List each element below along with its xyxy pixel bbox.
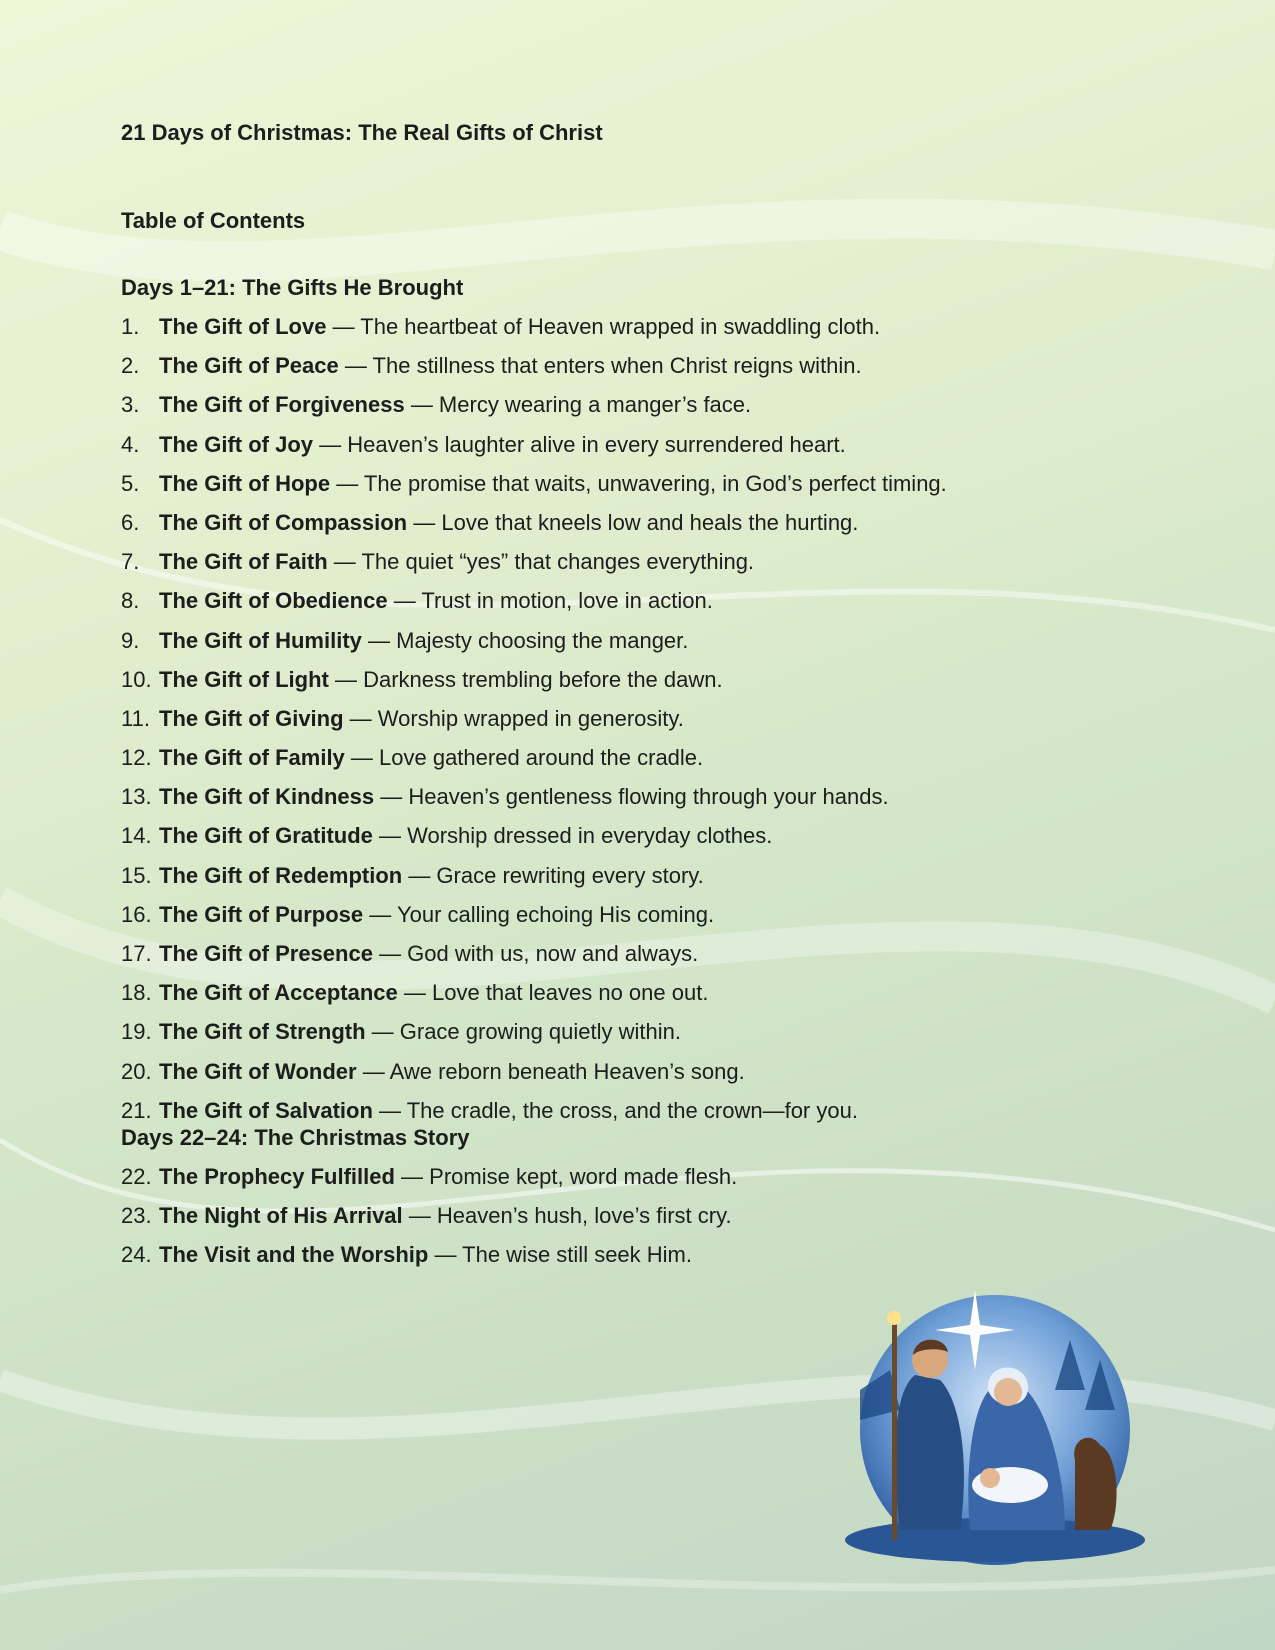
toc-item[interactable] xyxy=(121,821,947,860)
toc-item-description: — Love that leaves no one out. xyxy=(397,980,709,1006)
toc-item-text xyxy=(159,1162,737,1201)
toc-item-title: The Gift of Gratitude xyxy=(159,823,373,849)
toc-item-text xyxy=(159,469,947,508)
toc-item-text xyxy=(159,743,703,782)
toc-item-number: 10. xyxy=(121,666,152,692)
toc-item-title: The Night of His Arrival xyxy=(159,1203,403,1229)
toc-item-number: 14. xyxy=(121,823,152,849)
toc-item[interactable] xyxy=(121,978,947,1017)
toc-item-description: — The wise still seek Him. xyxy=(428,1242,692,1268)
toc-item[interactable] xyxy=(121,665,947,704)
toc-item-title: The Gift of Strength xyxy=(159,1019,366,1045)
toc-item-number: 23. xyxy=(121,1203,152,1229)
toc-item-description: — Darkness trembling before the dawn. xyxy=(328,666,723,692)
toc-item-number: 19. xyxy=(121,1019,152,1045)
toc-item-description: — The cradle, the cross, and the crown—for you. xyxy=(372,1097,858,1123)
toc-item-title: The Gift of Forgiveness xyxy=(159,392,405,418)
toc-item-text xyxy=(159,586,713,625)
toc-item-number: 3. xyxy=(121,392,140,418)
toc-item[interactable] xyxy=(121,1201,737,1240)
toc-item[interactable] xyxy=(121,547,947,586)
toc-item-description: — Grace growing quietly within. xyxy=(365,1019,681,1045)
toc-item-description: — Grace rewriting every story. xyxy=(402,862,704,888)
toc-item[interactable] xyxy=(121,430,947,469)
toc-item-text xyxy=(159,508,858,547)
toc-item-description: — Worship dressed in everyday clothes. xyxy=(372,823,773,849)
toc-item-number: 18. xyxy=(121,980,152,1006)
toc-item-description: — Love that kneels low and heals the hurting. xyxy=(407,509,859,535)
toc-item-title: The Gift of Joy xyxy=(159,431,313,457)
toc-item-description: — Trust in motion, love in action. xyxy=(387,588,713,614)
toc-item-text xyxy=(159,821,772,860)
toc-item[interactable] xyxy=(121,312,947,351)
toc-item-description: — The heartbeat of Heaven wrapped in swaddling cloth. xyxy=(326,314,881,339)
toc-item[interactable] xyxy=(121,508,947,547)
section-heading-christmas-story: Days 22–24: The Christmas Story xyxy=(121,1125,470,1150)
toc-item-number: 11. xyxy=(121,705,150,731)
toc-item-number: 7. xyxy=(121,549,140,575)
toc-item-description: — Heaven’s laughter alive in every surrendered heart. xyxy=(313,431,846,457)
toc-item-text xyxy=(159,900,714,939)
toc-item-number: 8. xyxy=(121,588,140,614)
toc-item-description: — God with us, now and always. xyxy=(372,941,699,966)
toc-item-number: 12. xyxy=(121,745,152,771)
toc-item-text xyxy=(159,939,698,978)
toc-item-title: The Gift of Compassion xyxy=(159,509,408,535)
toc-item-number: 20. xyxy=(121,1058,152,1084)
toc-item[interactable] xyxy=(121,939,947,978)
toc-item-description: — Majesty choosing the manger. xyxy=(361,627,689,653)
toc-item-text xyxy=(159,1240,692,1279)
toc-item-title: The Gift of Hope xyxy=(159,470,331,496)
toc-item-text xyxy=(159,1017,681,1056)
toc-item-number: 17. xyxy=(121,941,152,966)
toc-item-description: — Mercy wearing a manger’s face. xyxy=(404,392,752,418)
toc-item-description: — Love gathered around the cradle. xyxy=(344,745,704,771)
section-heading-gifts: Days 1–21: The Gifts He Brought xyxy=(121,275,464,300)
toc-list-christmas-story xyxy=(121,1162,737,1280)
nativity-illustration xyxy=(820,1280,1160,1570)
toc-item-title: The Prophecy Fulfilled xyxy=(159,1164,395,1189)
toc-page xyxy=(121,118,1181,1268)
toc-item-text xyxy=(159,312,880,351)
toc-item[interactable] xyxy=(121,1057,947,1096)
toc-item[interactable] xyxy=(121,1017,947,1056)
toc-item[interactable] xyxy=(121,1162,737,1201)
toc-item-description: — The promise that waits, unwavering, in God’s perfect timing. xyxy=(330,470,947,496)
toc-item-number: 16. xyxy=(121,901,152,927)
toc-item-number: 24. xyxy=(121,1242,152,1268)
toc-item-text xyxy=(159,430,846,469)
toc-item-title: The Gift of Family xyxy=(159,745,345,771)
toc-item-description: — The stillness that enters when Christ reigns within. xyxy=(338,353,862,379)
toc-item-text xyxy=(159,782,889,821)
toc-item[interactable] xyxy=(121,861,947,900)
toc-item[interactable] xyxy=(121,586,947,625)
toc-item-text xyxy=(159,351,862,390)
toc-item-title: The Gift of Faith xyxy=(159,549,328,575)
toc-item-description: — Worship wrapped in generosity. xyxy=(343,705,684,731)
toc-item-title: The Gift of Wonder xyxy=(159,1058,357,1084)
toc-item-description: — Heaven’s hush, love’s first cry. xyxy=(402,1203,732,1229)
toc-item-title: The Visit and the Worship xyxy=(159,1242,429,1268)
toc-item-number: 1. xyxy=(121,314,140,339)
toc-item-number: 5. xyxy=(121,470,140,496)
toc-item-text xyxy=(159,547,754,586)
toc-item-text xyxy=(159,704,684,743)
toc-item-number: 2. xyxy=(121,353,140,379)
toc-item-text xyxy=(159,665,723,704)
toc-item-number: 4. xyxy=(121,431,140,457)
toc-item-description: — Awe reborn beneath Heaven’s song. xyxy=(356,1058,745,1084)
document-title: 21 Days of Christmas: The Real Gifts of Christ xyxy=(121,120,603,145)
toc-item-number: 9. xyxy=(121,627,140,653)
toc-item-number: 22. xyxy=(121,1164,152,1189)
toc-item[interactable] xyxy=(121,469,947,508)
toc-item-description: — The quiet “yes” that changes everything. xyxy=(327,549,755,575)
toc-item-title: The Gift of Acceptance xyxy=(159,980,398,1006)
toc-item[interactable] xyxy=(121,900,947,939)
toc-item-title: The Gift of Giving xyxy=(159,705,344,731)
toc-item-title: The Gift of Obedience xyxy=(159,588,388,614)
toc-item[interactable] xyxy=(121,351,947,390)
toc-heading: Table of Contents xyxy=(121,208,306,233)
toc-item[interactable] xyxy=(121,704,947,743)
toc-item-title: The Gift of Kindness xyxy=(159,784,375,810)
toc-item[interactable] xyxy=(121,1240,737,1279)
toc-item-text xyxy=(159,1057,745,1096)
toc-item-title: The Gift of Humility xyxy=(159,627,362,653)
toc-item-number: 15. xyxy=(121,862,152,888)
toc-item-title: The Gift of Peace xyxy=(159,353,339,379)
toc-item-title: The Gift of Light xyxy=(159,666,329,692)
toc-item[interactable] xyxy=(121,782,947,821)
toc-item-number: 13. xyxy=(121,784,152,810)
toc-item-title: The Gift of Redemption xyxy=(159,862,403,888)
toc-item[interactable] xyxy=(121,390,947,429)
toc-item-text xyxy=(159,390,751,429)
toc-item-description: — Heaven’s gentleness flowing through your hands. xyxy=(374,784,889,810)
toc-item-title: The Gift of Presence xyxy=(159,941,373,966)
toc-item-text xyxy=(159,626,688,665)
toc-item-description: — Your calling echoing His coming. xyxy=(363,901,715,927)
toc-item-title: The Gift of Salvation xyxy=(159,1097,373,1123)
toc-item-number: 21. xyxy=(121,1097,152,1123)
toc-item-title: The Gift of Purpose xyxy=(159,901,364,927)
toc-item-number: 6. xyxy=(121,509,140,535)
toc-item-text xyxy=(159,1201,732,1240)
toc-item[interactable] xyxy=(121,626,947,665)
toc-list-gifts xyxy=(121,312,947,1135)
toc-item-description: — Promise kept, word made flesh. xyxy=(394,1164,738,1189)
toc-item-text xyxy=(159,861,704,900)
toc-item-title: The Gift of Love xyxy=(159,314,327,339)
toc-item-text xyxy=(159,978,708,1017)
toc-item[interactable] xyxy=(121,743,947,782)
